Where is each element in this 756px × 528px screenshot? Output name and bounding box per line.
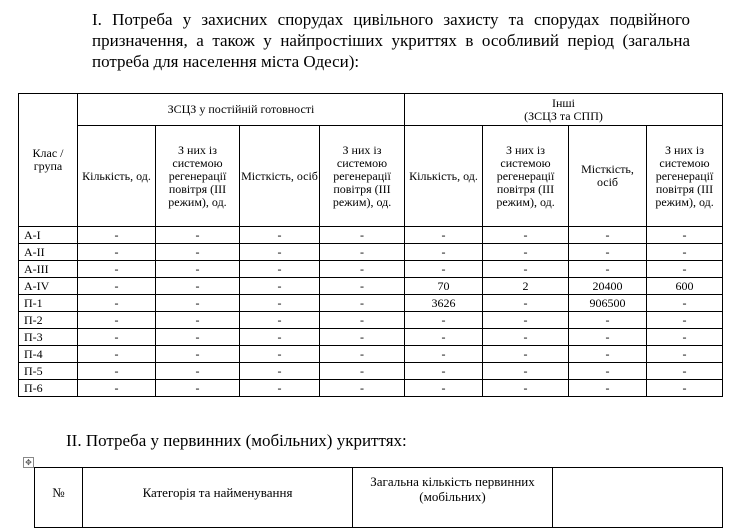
section-2-heading: ІІ. Потреба у первинних (мобільних) укриттях: [66,431,407,450]
table-cell: - [156,278,240,295]
table-cell: - [320,312,405,329]
table-cell: - [78,227,156,244]
table-cell: 2 [483,278,569,295]
table-cell: - [78,244,156,261]
table-cell: - [156,227,240,244]
mobile-shelters-table [34,467,723,528]
table-cell: - [156,244,240,261]
table-row [19,380,723,397]
table-cell: - [483,261,569,278]
table-cell: - [405,244,483,261]
table-cell: - [78,380,156,397]
table-cell: - [320,363,405,380]
table-cell: - [320,329,405,346]
table-cell: - [483,295,569,312]
header-count: Кількість, од. [405,126,483,227]
table-row [19,278,723,295]
table-cell: - [156,380,240,397]
table-cell: - [240,227,320,244]
table-cell: - [647,261,723,278]
header-category-text: Категорія та найменування [142,485,293,500]
table-cell: - [320,244,405,261]
table-cell: - [240,380,320,397]
table-cell: - [483,346,569,363]
table-row [19,363,723,380]
table-cell: - [240,363,320,380]
header-regen: З них із системою регенерації повітря (ІІІ режим), од. [647,126,723,227]
header-other-title: Інші [552,95,576,110]
table-cell: - [78,295,156,312]
header-regen: З них із системою регенерації повітря (ІІІ режим), од. [320,126,405,227]
shelter-needs-table [18,93,723,397]
table-cell: - [78,346,156,363]
table-cell: - [483,227,569,244]
header-category [83,468,353,528]
table-cell: - [240,261,320,278]
table-row [19,295,723,312]
table-cell: - [569,329,647,346]
table-cell: - [405,227,483,244]
table-cell: - [240,312,320,329]
table-cell: - [240,346,320,363]
table-cell: - [240,278,320,295]
table-cell: - [78,261,156,278]
table-cell: - [569,380,647,397]
row-label: А-ІІ [19,244,78,261]
table-cell: 600 [647,278,723,295]
table-cell: - [569,244,647,261]
header-capacity: Місткість, осіб [240,126,320,227]
row-label: А-І [19,227,78,244]
header-total-text: Загальна кількість первинних (мобільних) [370,474,535,504]
header-other-subtitle: (ЗСЦЗ та СПП) [524,108,603,123]
table-cell: - [483,363,569,380]
row-label: П-6 [19,380,78,397]
table-cell: - [320,261,405,278]
table-cell: - [483,244,569,261]
header-number-text: № [52,485,65,500]
table-cell: - [647,380,723,397]
table-cell: 3626 [405,295,483,312]
header-number [35,468,83,528]
table-cell: - [240,295,320,312]
table-cell: - [405,312,483,329]
row-label: П-3 [19,329,78,346]
table-cell: - [240,244,320,261]
table-cell: - [156,346,240,363]
table-cell: - [483,312,569,329]
header-count: Кількість, од. [78,126,156,227]
table-cell: - [647,312,723,329]
section-1-heading: I. Потреба у захисних спорудах цивільного захисту та спорудах подвійного призначення, а також у найпростіших укриттях в особливий період (загальна потреба для населення міста Одеси): [92,10,690,71]
row-label: П-4 [19,346,78,363]
header-empty [553,468,723,528]
table-cell: - [483,329,569,346]
table-cell: - [647,295,723,312]
table-row [19,329,723,346]
table-cell: - [405,346,483,363]
row-label: П-2 [19,312,78,329]
table-cell: - [569,227,647,244]
table-cell: - [569,261,647,278]
table-cell: - [569,363,647,380]
table-cell: - [320,278,405,295]
header-regen: З них із системою регенерації повітря (ІІІ режим), од. [483,126,569,227]
row-label: П-5 [19,363,78,380]
table-cell: - [405,363,483,380]
header-total [353,468,553,528]
header-class-group: Клас / група [19,94,78,227]
table-cell: - [320,346,405,363]
table-cell: - [405,261,483,278]
table-cell: - [483,380,569,397]
table-cell: - [320,295,405,312]
table-cell: - [156,312,240,329]
table-cell: - [156,329,240,346]
row-label: П-1 [19,295,78,312]
table-row [19,312,723,329]
header-capacity: Місткість, осіб [569,126,647,227]
table-cell: - [405,329,483,346]
table-cell: - [156,295,240,312]
header-regen: З них із системою регенерації повітря (ІІІ режим), од. [156,126,240,227]
table-cell: 70 [405,278,483,295]
table-cell: - [647,227,723,244]
header-other [405,94,723,126]
table-cell: - [78,329,156,346]
table-cell: - [647,363,723,380]
table-cell: - [78,312,156,329]
table-cell: - [569,312,647,329]
table-cell: - [320,227,405,244]
row-label: А-ІІІ [19,261,78,278]
table-row [19,346,723,363]
table-cell: - [569,346,647,363]
move-handle-icon[interactable]: ✥ [23,457,34,468]
table-cell: 906500 [569,295,647,312]
row-label: А-ІV [19,278,78,295]
header-permanent-readiness: ЗСЦЗ у постійній готовності [78,94,405,126]
table-cell: - [156,363,240,380]
table-cell: - [156,261,240,278]
table-row [19,244,723,261]
table-cell: - [647,244,723,261]
table-row [19,261,723,278]
table-cell: - [647,346,723,363]
table-cell: 20400 [569,278,647,295]
table-cell: - [78,278,156,295]
table-cell: - [78,363,156,380]
table-cell: - [405,380,483,397]
table-cell: - [647,329,723,346]
table-cell: - [240,329,320,346]
table-cell: - [320,380,405,397]
table-row [19,227,723,244]
